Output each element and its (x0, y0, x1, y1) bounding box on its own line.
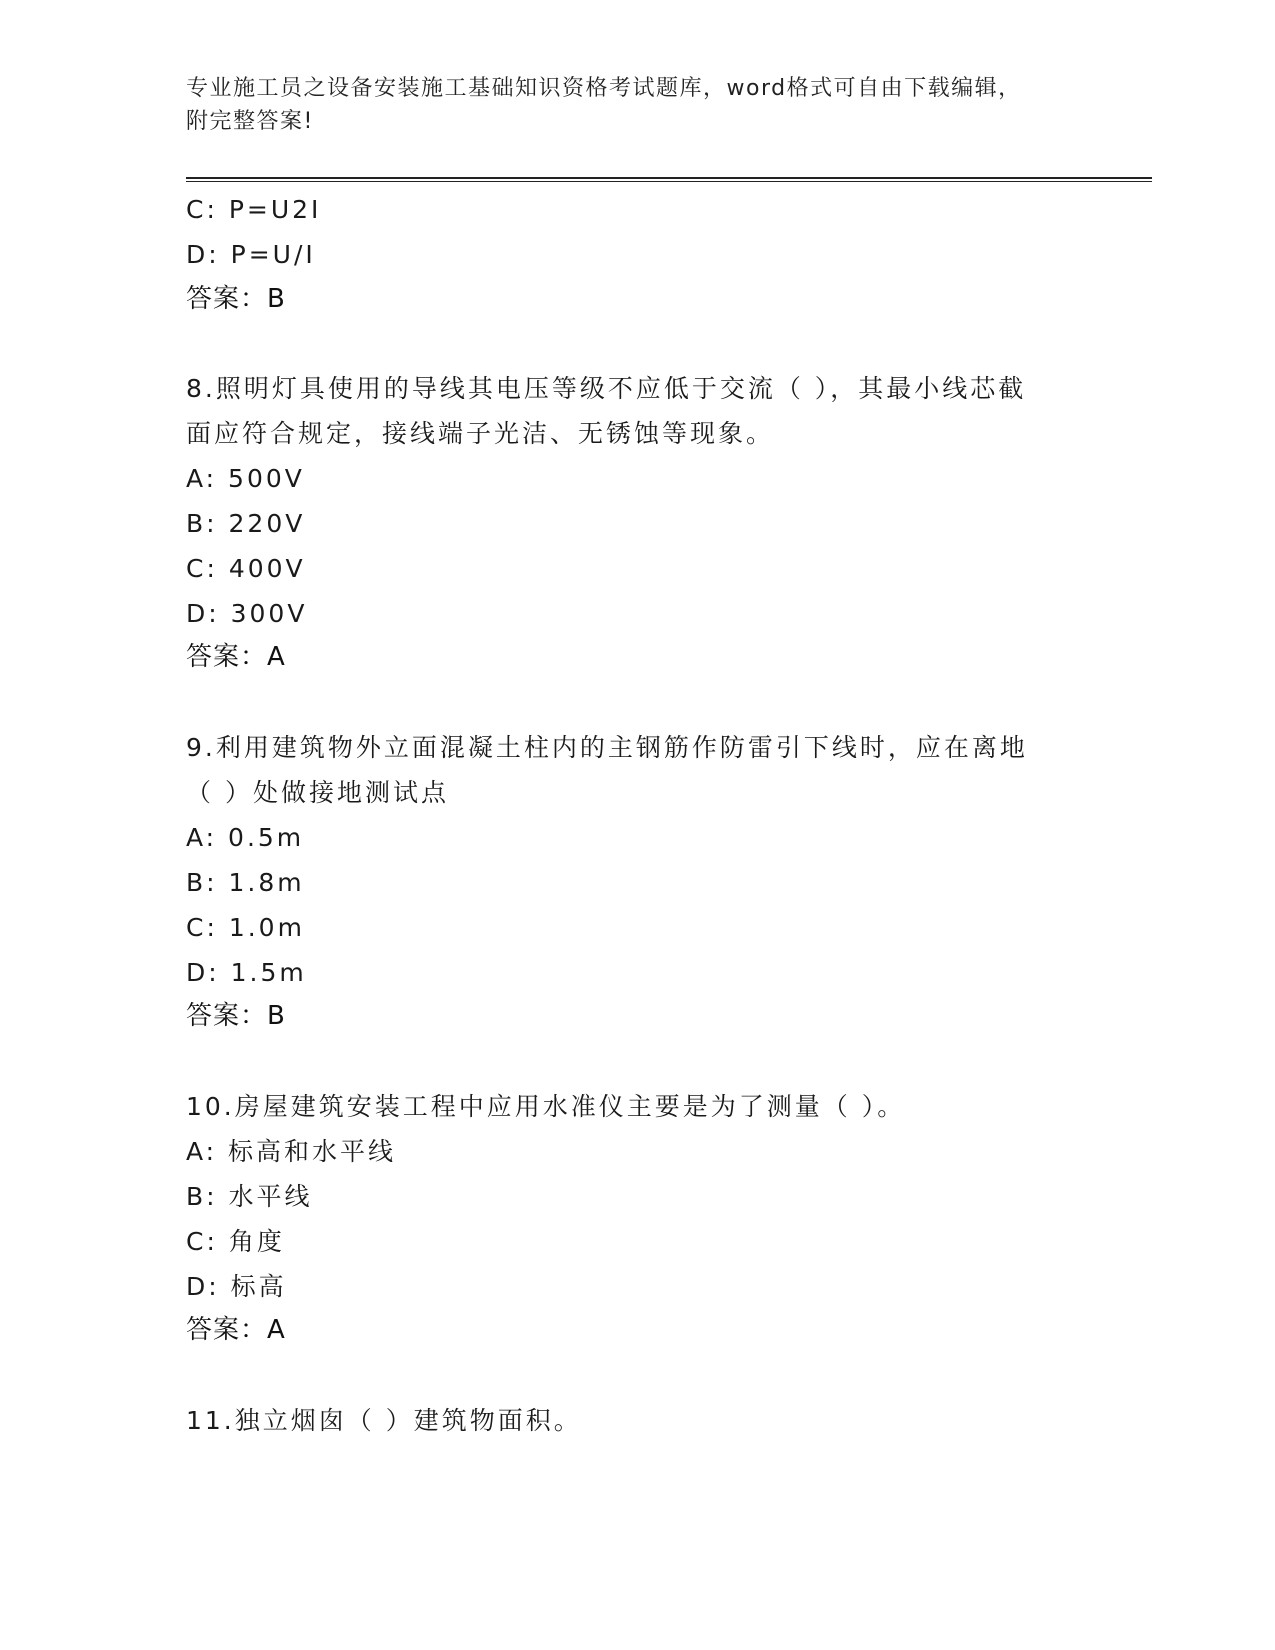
option-c: C: P=U2I (186, 195, 322, 224)
option-c: C: 角度 (186, 1227, 285, 1256)
question-10-stem: 10.房屋建筑安装工程中应用水准仪主要是为了测量（ ）。 (186, 1092, 906, 1121)
option-a: A: 标高和水平线 (186, 1137, 397, 1166)
option-b: B: 1.8m (186, 868, 305, 897)
document-header (186, 72, 1086, 138)
header-divider (186, 177, 1152, 182)
answer-line: 答案：B (186, 1001, 286, 1031)
option-b: B: 水平线 (186, 1182, 313, 1211)
question-9-stem-line-1: 9.利用建筑物外立面混凝土柱内的主钢筋作防雷引下线时，应在离地 (186, 733, 1028, 762)
answer-line: 答案：A (186, 642, 286, 672)
option-d: D: 1.5m (186, 958, 307, 987)
question-8-stem-line-1: 8.照明灯具使用的导线其电压等级不应低于交流（ ），其最小线芯截 (186, 374, 1027, 403)
option-d: D: 标高 (186, 1272, 287, 1301)
option-c: C: 1.0m (186, 913, 305, 942)
option-c: C: 400V (186, 554, 306, 583)
header-line-1: 专业施工员之设备安装施工基础知识资格考试题库，word格式可自由下载编辑， (186, 76, 1022, 101)
answer-line: 答案：A (186, 1315, 286, 1345)
header-line-2: 附完整答案! (186, 109, 314, 134)
option-d: D: 300V (186, 599, 308, 628)
option-a: A: 0.5m (186, 823, 305, 852)
question-8-stem-line-2: 面应符合规定，接线端子光洁、无锈蚀等现象。 (186, 419, 775, 448)
answer-line: 答案：B (186, 284, 286, 314)
option-b: B: 220V (186, 509, 306, 538)
option-a: A: 500V (186, 464, 305, 493)
question-9-stem-line-2: （ ）处做接地测试点 (186, 778, 449, 807)
option-d: D: P=U/I (186, 240, 316, 269)
question-11-stem: 11.独立烟囱（ ）建筑物面积。 (186, 1406, 582, 1435)
